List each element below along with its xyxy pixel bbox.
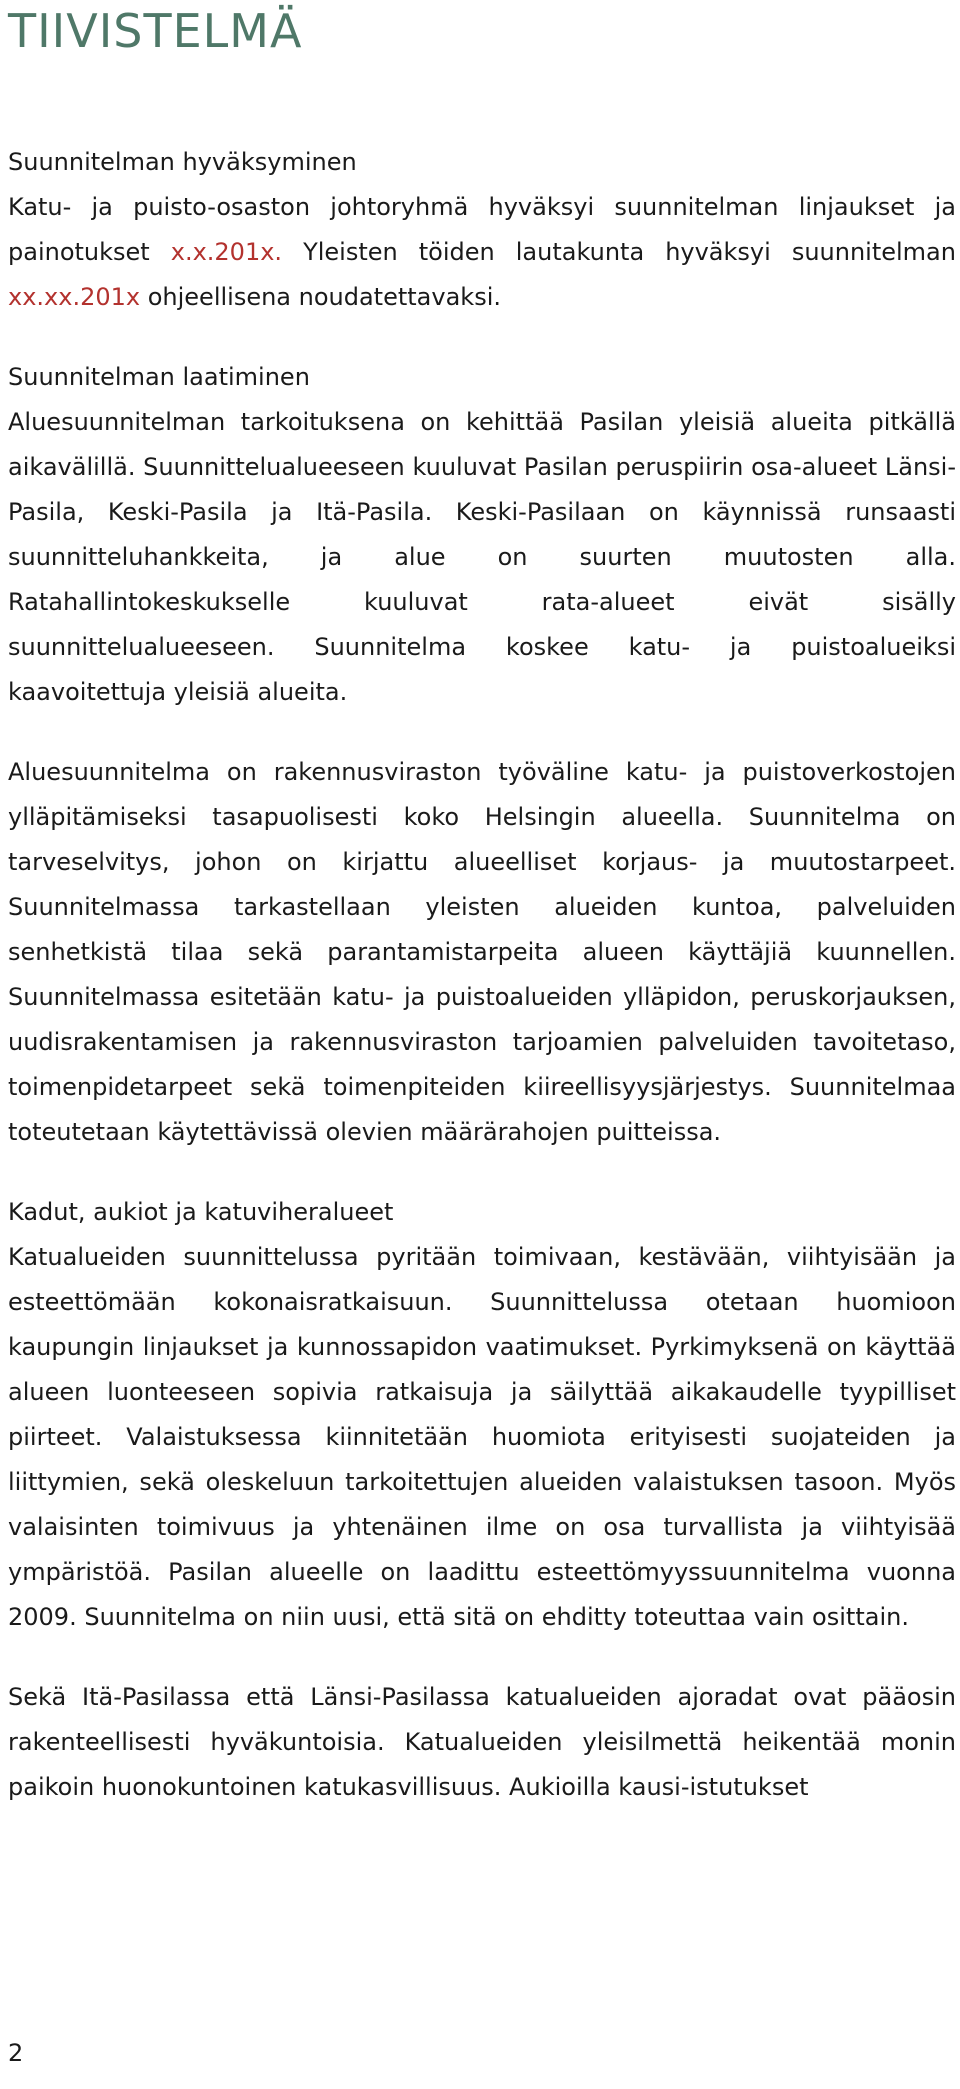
approval-text: Yleisten töiden lautakunta hyväksyi suunnitelman [282, 238, 956, 266]
draft-date-placeholder: x.x.201x. [170, 238, 283, 266]
body-paragraph: Katualueiden suunnittelussa pyritään toimivaan, kestävään, viihtyisään ja esteettömään kokonaisratkaisuun. Suunnittelussa otetaan huomioon kaupungin linjaukset ja kunnossapidon vaatimukset. Pyrkimyksenä on käyttää alueen luonteeseen sopivia ratkaisuja ja säilyttää aikakaudelle tyypilliset piirteet. Valaistuksessa kiinnitetään huomiota erityisesti suojateiden ja liittymien, sekä oleskeluun tarkoitettujen alueiden valaistuksen tasoon. Myös valaisinten toimivuus ja yhtenäinen ilme on osa turvallista ja viihtyisää ympäristöä. Pasilan alueelle on laadittu esteettömyyssuunnitelma vuonna 2009. Suunnitelma on niin uusi, että sitä on ehditty toteuttaa vain osittain. [8, 1243, 956, 1631]
page-number: 2 [8, 2039, 24, 2067]
approval-text: Katu- ja puisto-osaston johtoryhmä hyväksyi suunnitelman linjaukset ja painotukset [8, 193, 956, 266]
body-paragraph: Aluesuunnitelman tarkoituksena on kehittää Pasilan yleisiä alueita pitkällä aikavälillä. Suunnittelualueeseen kuuluvat Pasilan peruspiirin osa-alueet Länsi-Pasila, Keski-Pasila ja Itä-Pasila. Keski-Pasilaan on käynnissä runsaasti suunnitteluhankkeita, ja alue on suurten muutosten alla. Ratahallintokeskukselle kuuluvat rata-alueet eivät sisälly suunnittelualueeseen. Suunnitelma koskee katu- ja puistoalueiksi kaavoitettuja yleisiä alueita. [8, 408, 956, 706]
section-heading-preparation: Suunnitelman laatiminen [8, 363, 310, 391]
approval-text: ohjeellisena noudatettavaksi. [140, 283, 501, 311]
page-content [8, 0, 956, 1810]
body-paragraph: Sekä Itä-Pasilassa että Länsi-Pasilassa katualueiden ajoradat ovat pääosin rakenteellisesti hyväkuntoisia. Katualueiden yleisilmettä heikentää monin paikoin huonokuntoinen katukasvillisuus. Aukioilla kausi-istutukset [8, 1683, 956, 1801]
document-title: TIIVISTELMÄ [8, 4, 303, 58]
section-heading-approval: Suunnitelman hyväksyminen [8, 148, 357, 176]
draft-date-placeholder: xx.xx.201x [8, 283, 141, 311]
approval-paragraph [8, 185, 956, 320]
section-heading-streets: Kadut, aukiot ja katuviheralueet [8, 1198, 394, 1226]
body-paragraph: Aluesuunnitelma on rakennusviraston työväline katu- ja puistoverkostojen ylläpitämiseksi tasapuolisesti koko Helsingin alueella. Suunnitelma on tarveselvitys, johon on kirjattu alueelliset korjaus- ja muutostarpeet. Suunnitelmassa tarkastellaan yleisten alueiden kuntoa, palveluiden senhetkistä tilaa sekä parantamistarpeita alueen käyttäjiä kuunnellen. Suunnitelmassa esitetään katu- ja puistoalueiden ylläpidon, peruskorjauksen, uudisrakentamisen ja rakennusviraston tarjoamien palveluiden tavoitetaso, toimenpidetarpeet sekä toimenpiteiden kiireellisyysjärjestys. Suunnitelmaa toteutetaan käytettävissä olevien määrärahojen puitteissa. [8, 758, 956, 1146]
